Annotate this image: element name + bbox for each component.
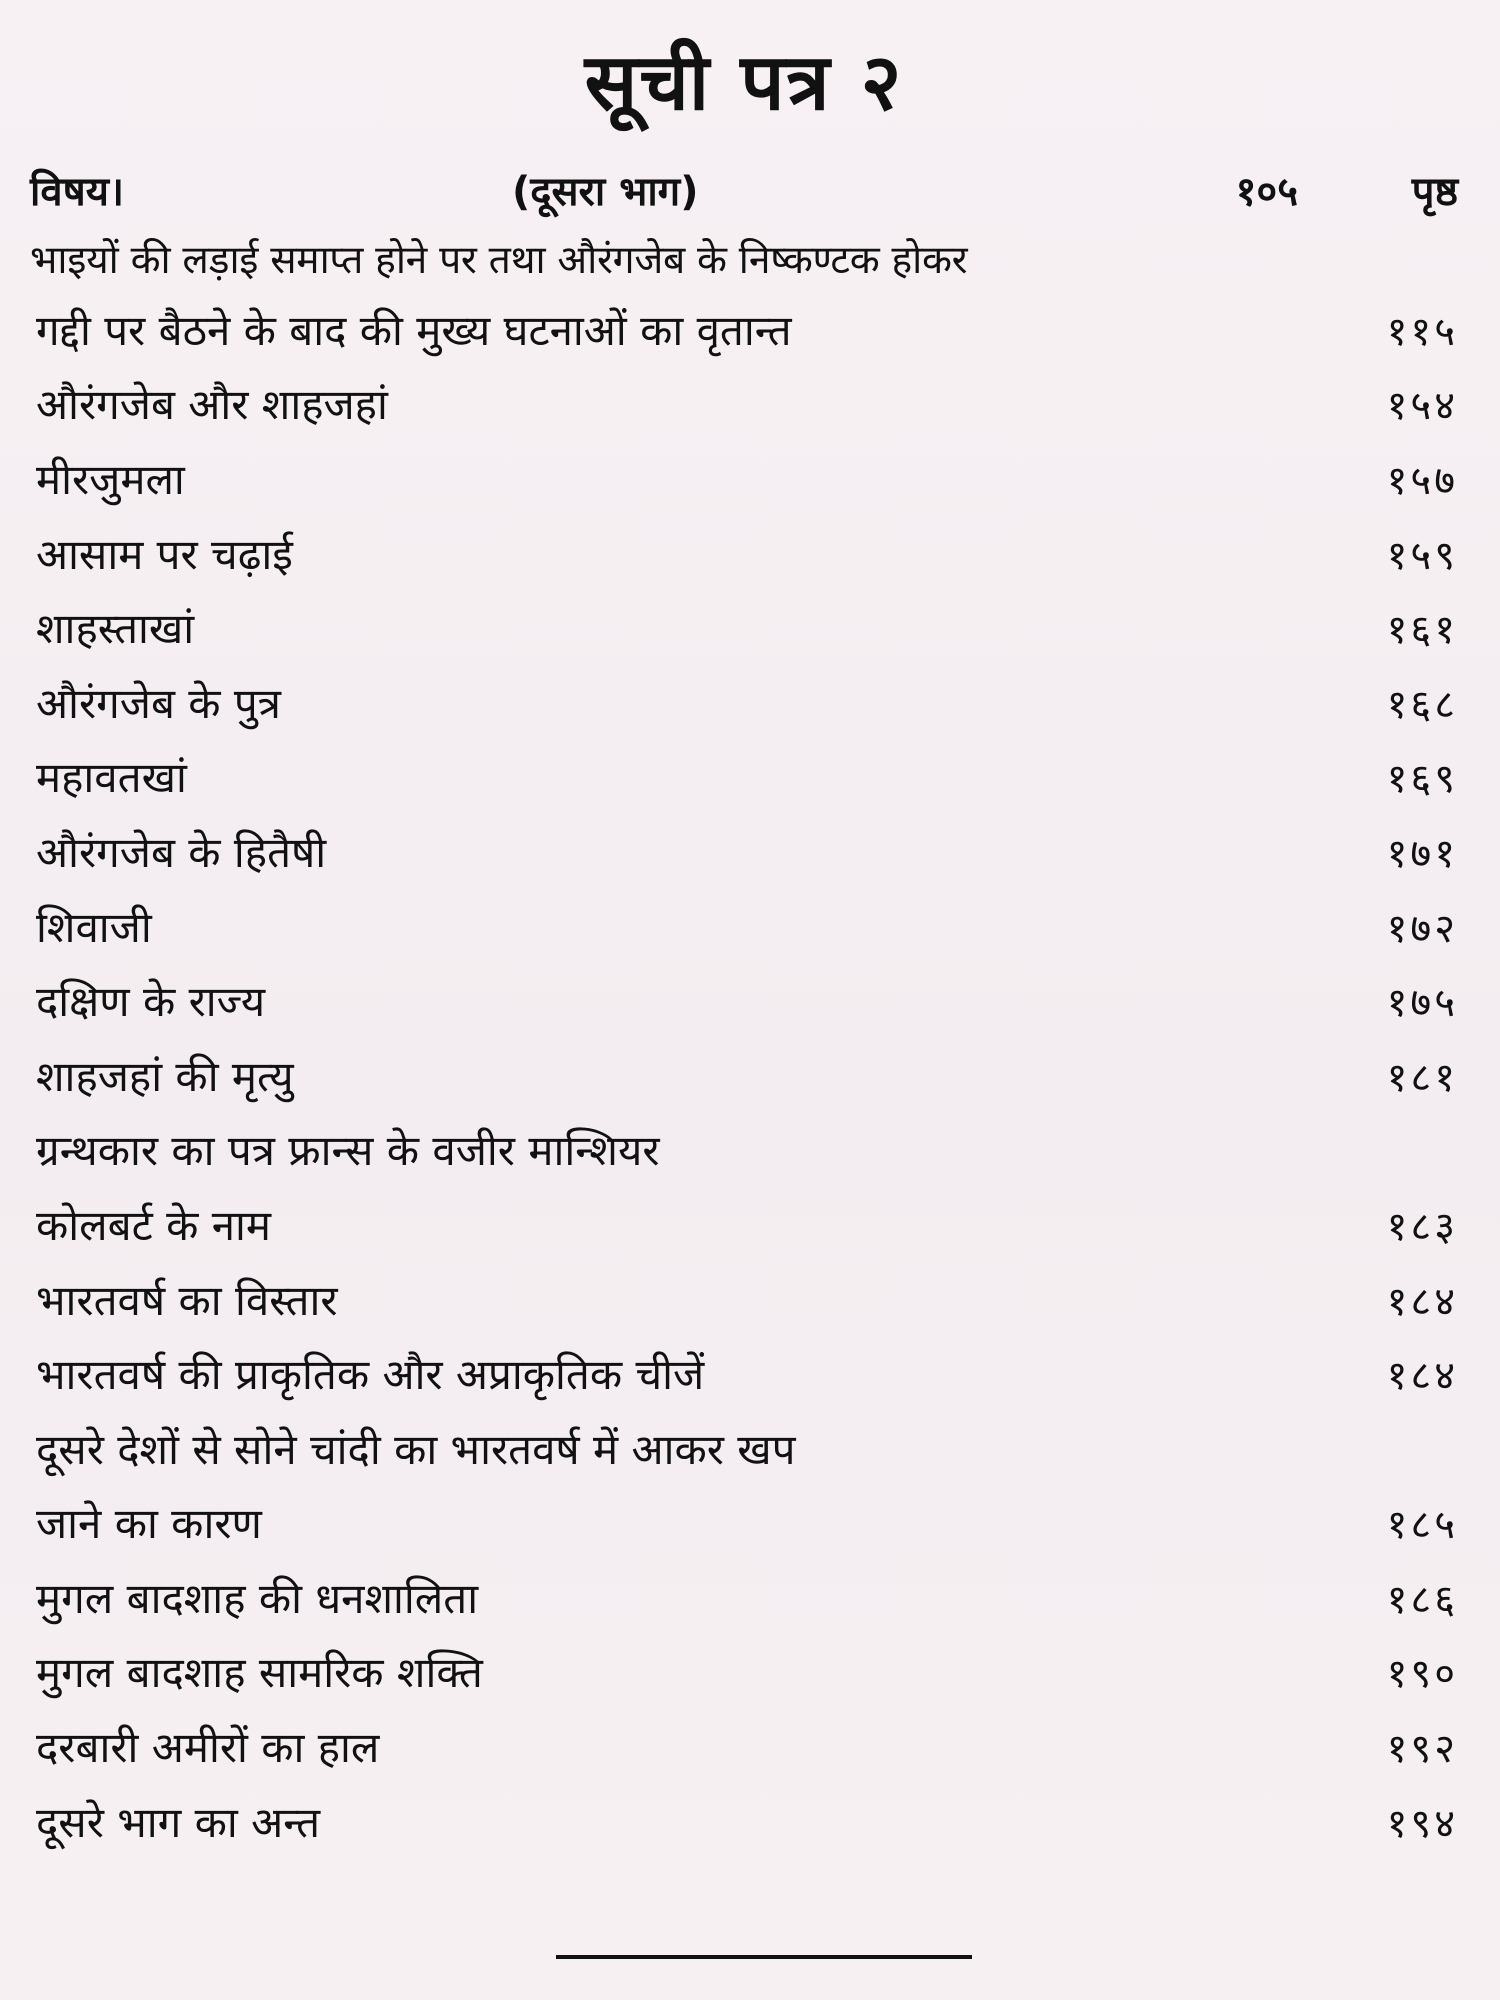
page-title: सूची पत्र २ [584, 37, 904, 128]
toc-entry [30, 1635, 1458, 1710]
entry-page: ११५ [1386, 308, 1458, 355]
entry-title: मुगल बादशाह की धनशालिता [36, 1573, 479, 1623]
toc-entry [30, 516, 1458, 591]
toc-entry [30, 1486, 1458, 1561]
toc-entry [30, 740, 1458, 815]
entry-page: १६८ [1386, 681, 1458, 728]
entry-page: १८३ [1386, 1203, 1458, 1250]
entry-page: १५९ [1386, 532, 1458, 579]
toc-entry [30, 1560, 1458, 1635]
start-page-number: १०५ [1235, 168, 1298, 215]
toc-entry [30, 1411, 1458, 1486]
entry-page: १९० [1386, 1651, 1458, 1698]
entry-title: औरंगजेब के हितैषी [36, 827, 327, 877]
toc-entry [30, 367, 1458, 442]
entry-page: १८५ [1386, 1502, 1458, 1549]
entry-title: मुगल बादशाह सामरिक शक्ति [36, 1648, 483, 1698]
toc-entry [30, 590, 1458, 665]
entry-title: औरंगजेब के पुत्र [36, 678, 281, 728]
toc-entry [30, 1784, 1458, 1859]
toc-entry [30, 963, 1458, 1038]
entry-title: मीरजुमला [36, 454, 185, 504]
toc-entry [30, 665, 1458, 740]
entry-title: दरबारी अमीरों का हाल [36, 1723, 380, 1773]
entry-title: भारतवर्ष का विस्तार [36, 1275, 338, 1325]
entry-title: ग्रन्थकार का पत्र फ्रान्स के वजीर मान्शियर [36, 1126, 660, 1176]
entry-page: १७२ [1386, 905, 1458, 952]
entry-title: औरंगजेब और शाहजहां [36, 380, 388, 430]
entry-title: दूसरे देशों से सोने चांदी का भारतवर्ष में आकर खप [36, 1424, 796, 1474]
entry-page: १७१ [1386, 830, 1458, 877]
toc-entry [30, 1709, 1458, 1784]
intro-line: भाइयों की लड़ाई समाप्त होने पर तथा औरंगजेब के निष्कण्टक होकर [30, 238, 968, 283]
entry-title: शिवाजी [36, 902, 152, 952]
toc-entry [30, 1262, 1458, 1337]
end-divider-line [556, 1955, 972, 1959]
entry-title: शाहजहां की मृत्यु [36, 1051, 294, 1101]
subject-column-label: विषय। [30, 168, 125, 215]
toc-entry [30, 292, 1458, 367]
entry-page: १८६ [1386, 1576, 1458, 1623]
entry-title: भारतवर्ष की प्राकृतिक और अप्राकृतिक चीजें [36, 1350, 705, 1400]
entry-title: कोलबर्ट के नाम [36, 1200, 272, 1250]
entry-title: दक्षिण के राज्य [36, 977, 266, 1027]
entry-page: १५७ [1386, 457, 1458, 504]
entry-page: १८१ [1386, 1054, 1458, 1101]
entry-title: जाने का कारण [36, 1499, 262, 1549]
entry-title: गद्दी पर बैठने के बाद की मुख्य घटनाओं का वृतान्त [36, 305, 792, 355]
entry-title: दूसरे भाग का अन्त [36, 1797, 321, 1847]
toc-entry [30, 814, 1458, 889]
entry-page: १८४ [1386, 1278, 1458, 1325]
toc-entry [30, 889, 1458, 964]
toc-entry [30, 1113, 1458, 1188]
entry-title: आसाम पर चढ़ाई [36, 529, 293, 579]
toc-header [30, 158, 1458, 220]
toc-entry [30, 441, 1458, 516]
toc-list [30, 292, 1458, 1858]
entry-page: १६९ [1386, 756, 1458, 803]
toc-entry [30, 1336, 1458, 1411]
toc-entry [30, 1038, 1458, 1113]
entry-page: १९२ [1386, 1726, 1458, 1773]
entry-page: १५४ [1386, 383, 1458, 430]
entry-page: १७५ [1386, 980, 1458, 1027]
entry-title: महावतखां [36, 753, 187, 803]
section-label: (दूसरा भाग) [512, 168, 699, 215]
entry-title: शाहस्ताखां [36, 604, 195, 654]
entry-page: १८४ [1386, 1353, 1458, 1400]
entry-page: १९४ [1386, 1800, 1458, 1847]
page-column-label: पृष्ठ [1411, 168, 1458, 215]
entry-page: १६१ [1386, 607, 1458, 654]
toc-entry [30, 1187, 1458, 1262]
